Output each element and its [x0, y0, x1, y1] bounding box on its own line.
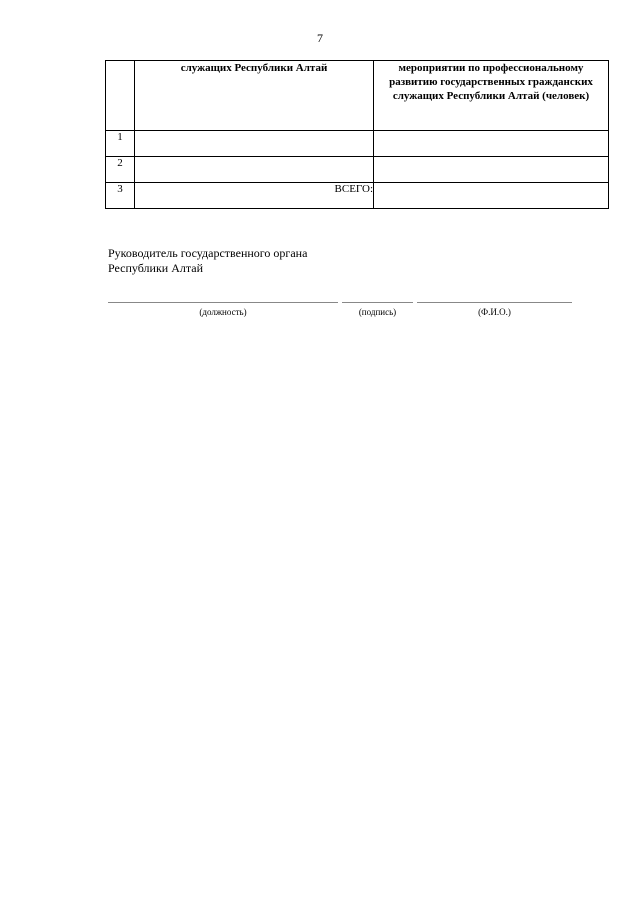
row-number: 1 — [106, 131, 135, 157]
name-signature-line — [417, 302, 572, 303]
row-number: 3 — [106, 183, 135, 209]
header-employees-column: служащих Республики Алтай — [135, 61, 374, 131]
signature-line — [342, 302, 413, 303]
row-label — [135, 157, 374, 183]
row-number: 2 — [106, 157, 135, 183]
table-row — [106, 157, 609, 183]
table-row-total — [106, 183, 609, 209]
signature-caption: (подпись) — [358, 307, 397, 317]
row-label — [135, 131, 374, 157]
row-value — [374, 131, 609, 157]
signer-block — [108, 246, 307, 276]
position-caption: (должность) — [199, 307, 247, 317]
page-number: 7 — [317, 31, 323, 45]
signer-title-line2: Республики Алтай — [108, 261, 203, 275]
total-label: ВСЕГО: — [135, 183, 374, 209]
row-value — [374, 157, 609, 183]
table-header-row — [106, 61, 609, 131]
header-training-column: мероприятии по профессиональному развитию государственных гражданских служащих Республики Алтай (человек) — [374, 61, 609, 131]
table-row — [106, 131, 609, 157]
header-number-column — [106, 61, 135, 131]
total-value — [374, 183, 609, 209]
position-signature-line — [108, 302, 338, 303]
name-caption: (Ф.И.О.) — [478, 307, 511, 317]
signer-title-line1: Руководитель государственного органа — [108, 246, 308, 260]
statistics-table — [105, 60, 609, 209]
